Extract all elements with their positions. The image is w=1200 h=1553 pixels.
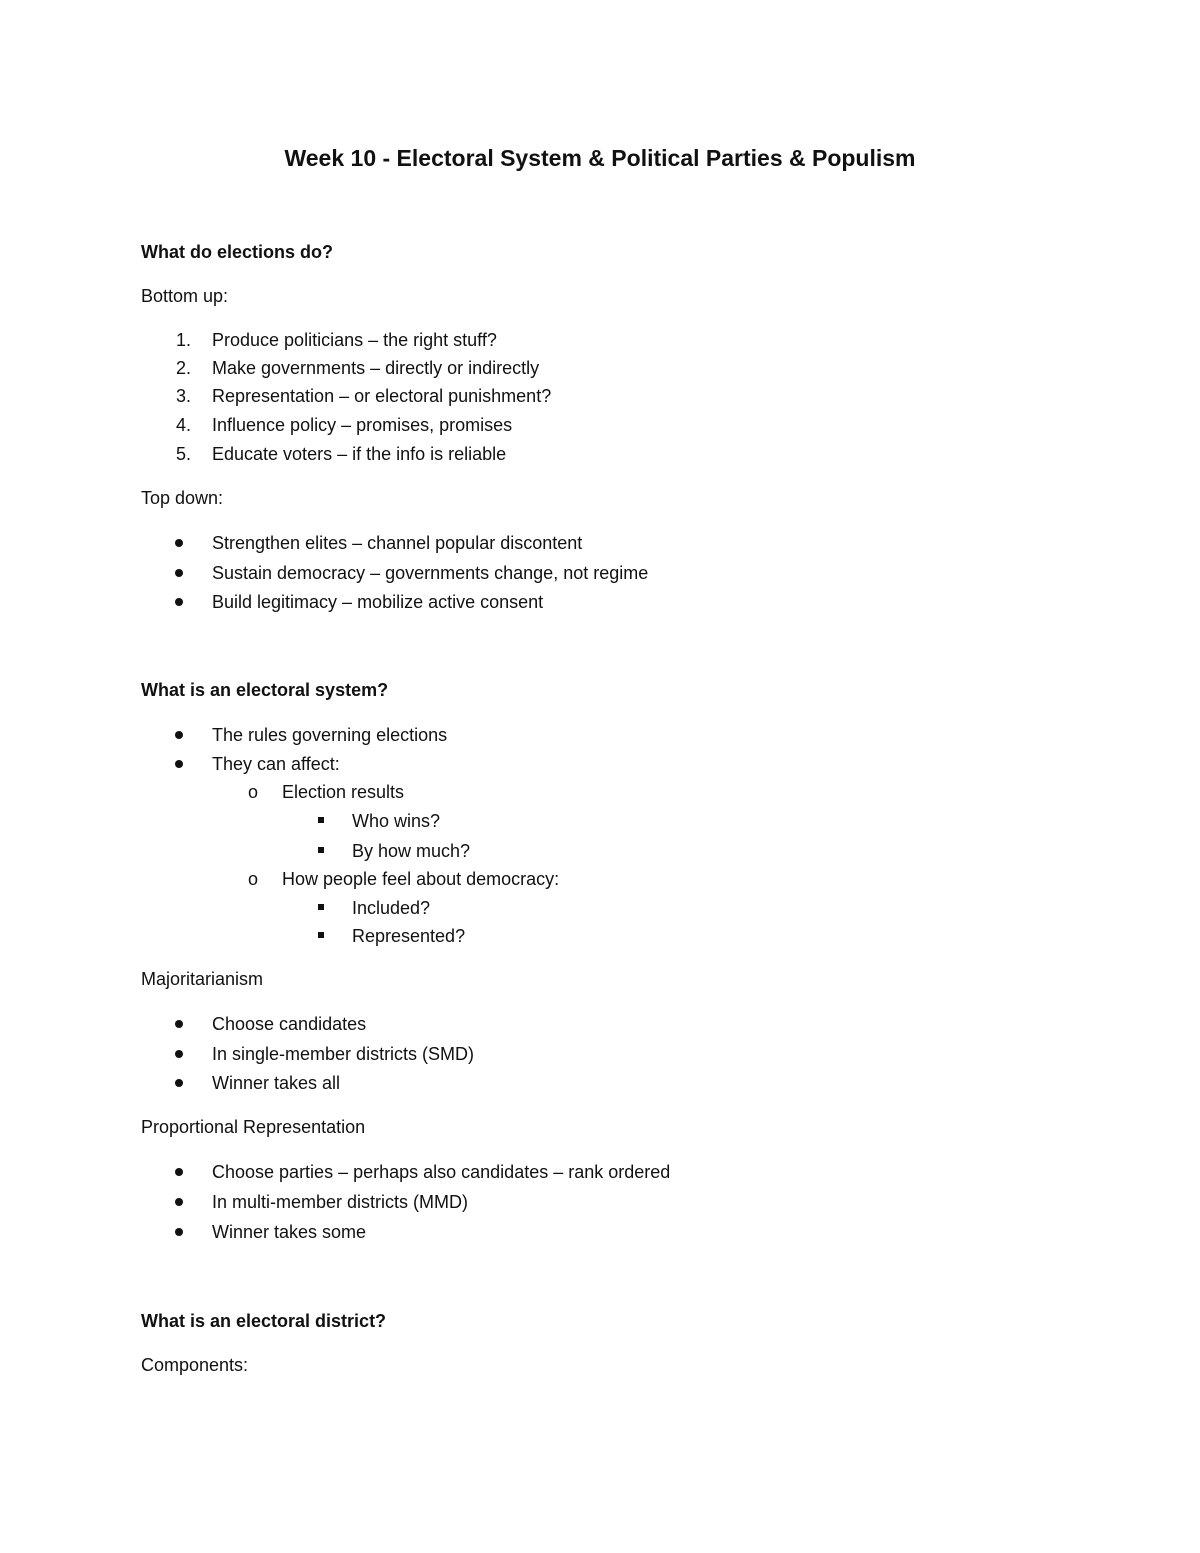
bullet-icon — [175, 1198, 183, 1206]
proportional-representation-label: Proportional Representation — [141, 1117, 366, 1137]
majoritarianism-label: Majoritarianism — [141, 969, 264, 989]
top-down-label: Top down: — [141, 488, 224, 508]
bullet-icon — [175, 598, 183, 606]
bullet-icon — [175, 569, 183, 577]
bullet-icon — [175, 1228, 183, 1236]
list-item: Influence policy – promises, promises — [212, 415, 513, 435]
list-number: 2. — [175, 358, 191, 378]
bullet-icon — [175, 760, 183, 768]
sub-list-item: Election results — [282, 782, 405, 802]
list-item: Strengthen elites – channel popular discontent — [212, 533, 583, 553]
sub-sub-list-item: Included? — [352, 898, 431, 918]
section-heading-electoral-system: What is an electoral system? — [141, 680, 389, 700]
square-bullet-icon — [318, 847, 324, 853]
sub-sub-list-item: Represented? — [352, 926, 466, 946]
components-label: Components: — [141, 1355, 249, 1375]
list-number: 3. — [175, 386, 191, 406]
page-title: Week 10 - Electoral System & Political Parties & Populism — [284, 145, 916, 171]
square-bullet-icon — [318, 932, 324, 938]
sub-sub-list-item: Who wins? — [352, 811, 441, 831]
sub-list-item: How people feel about democracy: — [282, 869, 560, 889]
list-number: 1. — [175, 330, 191, 350]
sub-bullet-icon: o — [248, 869, 259, 889]
section-heading-electoral-district: What is an electoral district? — [141, 1311, 387, 1331]
bullet-icon — [175, 1079, 183, 1087]
bullet-icon — [175, 1050, 183, 1058]
list-number: 5. — [175, 444, 191, 464]
list-item: Produce politicians – the right stuff? — [212, 330, 497, 350]
section-heading-elections: What do elections do? — [141, 242, 333, 262]
list-item: Winner takes some — [212, 1222, 367, 1242]
bottom-up-label: Bottom up: — [141, 286, 229, 306]
bullet-icon — [175, 731, 183, 739]
bullet-icon — [175, 1168, 183, 1176]
list-item: Choose parties – perhaps also candidates – rank ordered — [212, 1162, 671, 1182]
sub-sub-list-item: By how much? — [352, 841, 471, 861]
list-item: Educate voters – if the info is reliable — [212, 444, 507, 464]
bullet-icon — [175, 1020, 183, 1028]
list-item: Make governments – directly or indirectly — [212, 358, 540, 378]
list-item: The rules governing elections — [212, 725, 448, 745]
list-item: Build legitimacy – mobilize active consent — [212, 592, 544, 612]
list-item: They can affect: — [212, 754, 340, 774]
square-bullet-icon — [318, 904, 324, 910]
sub-bullet-icon: o — [248, 782, 259, 802]
list-item: In multi-member districts (MMD) — [212, 1192, 469, 1212]
list-item: Choose candidates — [212, 1014, 367, 1034]
bullet-icon — [175, 539, 183, 547]
list-item: In single-member districts (SMD) — [212, 1044, 475, 1064]
square-bullet-icon — [318, 817, 324, 823]
list-item: Sustain democracy – governments change, not regime — [212, 563, 649, 583]
list-item: Representation – or electoral punishment? — [212, 386, 552, 406]
list-number: 4. — [175, 415, 191, 435]
list-item: Winner takes all — [212, 1073, 341, 1093]
